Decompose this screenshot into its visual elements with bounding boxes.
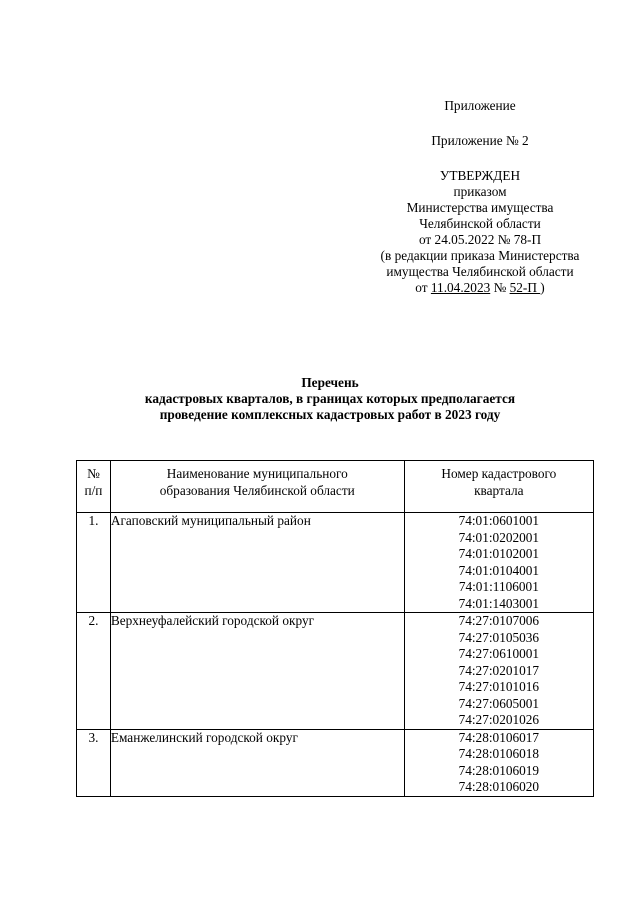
- approved-heading: УТВЕРЖДЕН: [439, 168, 521, 183]
- appendix-label: [300, 98, 640, 114]
- order-line-4: от 24.05.2022 № 78-П: [418, 232, 542, 247]
- cadastral-code: 74:28:0106020: [458, 779, 540, 794]
- appendix-number-text: Приложение № 2: [431, 133, 529, 148]
- cadastral-quarters-table: [76, 460, 594, 797]
- appendix-number-label: [300, 133, 640, 149]
- cadastral-code: 74:01:0202001: [458, 529, 540, 545]
- cadastral-code: 74:27:0605001: [458, 695, 540, 711]
- cadastral-code: 74:27:0105036: [458, 629, 540, 645]
- column-header-cadastral-number: Номер кадастрового квартала: [404, 461, 593, 513]
- edition-line-1: (в редакции приказа Министерства: [380, 248, 580, 263]
- table-body: [77, 513, 594, 797]
- cadastral-code: 74:27:0107006: [458, 613, 540, 628]
- cadastral-code: 74:28:0106018: [458, 746, 540, 761]
- row-number: 2.: [77, 613, 111, 730]
- title-line-2: кадастровых кварталов, в границах которых предполагается: [144, 391, 516, 406]
- title-line-3: проведение комплексных кадастровых работ в 2023 году: [159, 407, 501, 422]
- cadastral-code: 74:27:0201026: [458, 712, 540, 727]
- edition-number: 52-П: [509, 280, 541, 295]
- edition-from: от: [415, 280, 431, 295]
- order-line-1: приказом: [453, 184, 507, 199]
- row-number: 1.: [77, 513, 111, 613]
- cadastral-code: 74:28:0106019: [458, 762, 540, 778]
- edition-line-3: [300, 280, 640, 296]
- cadastral-codes: [404, 729, 593, 796]
- cadastral-code: 74:01:1403001: [458, 595, 540, 611]
- title-line-1: Перечень: [301, 375, 359, 390]
- cadastral-code: 74:01:1106001: [458, 579, 539, 594]
- table-row: [77, 613, 594, 730]
- cadastral-code: 74:27:0101016: [458, 679, 540, 694]
- cadastral-code: 74:27:0201017: [458, 662, 540, 678]
- edition-date: 11.04.2023: [430, 280, 491, 295]
- column-header-municipality: Наименование муниципального образования Челябинской области: [110, 461, 404, 513]
- cadastral-code: 74:28:0106017: [458, 729, 540, 745]
- appendix-text: Приложение: [444, 98, 516, 113]
- cadastral-codes: [404, 613, 593, 730]
- cadastral-code: 74:01:0104001: [458, 562, 540, 578]
- edition-line-2: имущества Челябинской области: [386, 264, 574, 279]
- municipality-name: Еманжелинский городской округ: [110, 729, 404, 796]
- table-header-row: [77, 461, 594, 513]
- column-header-number: № п/п: [77, 461, 111, 513]
- edition-number-sign: №: [490, 280, 510, 295]
- table-row: [77, 513, 594, 613]
- table-row: [77, 729, 594, 796]
- approval-block: [300, 168, 640, 296]
- municipality-name: Верхнеуфалейский городской округ: [110, 613, 404, 730]
- order-line-3: Челябинской области: [419, 216, 541, 231]
- order-line-2: Министерства имущества: [406, 200, 554, 215]
- cadastral-codes: [404, 513, 593, 613]
- municipality-name: Агаповский муниципальный район: [110, 513, 404, 613]
- row-number: 3.: [77, 729, 111, 796]
- document-title: [0, 375, 640, 423]
- cadastral-code: 74:01:0601001: [458, 513, 540, 528]
- cadastral-code: 74:01:0102001: [458, 546, 540, 561]
- cadastral-code: 74:27:0610001: [458, 646, 540, 661]
- edition-close: ): [540, 280, 545, 295]
